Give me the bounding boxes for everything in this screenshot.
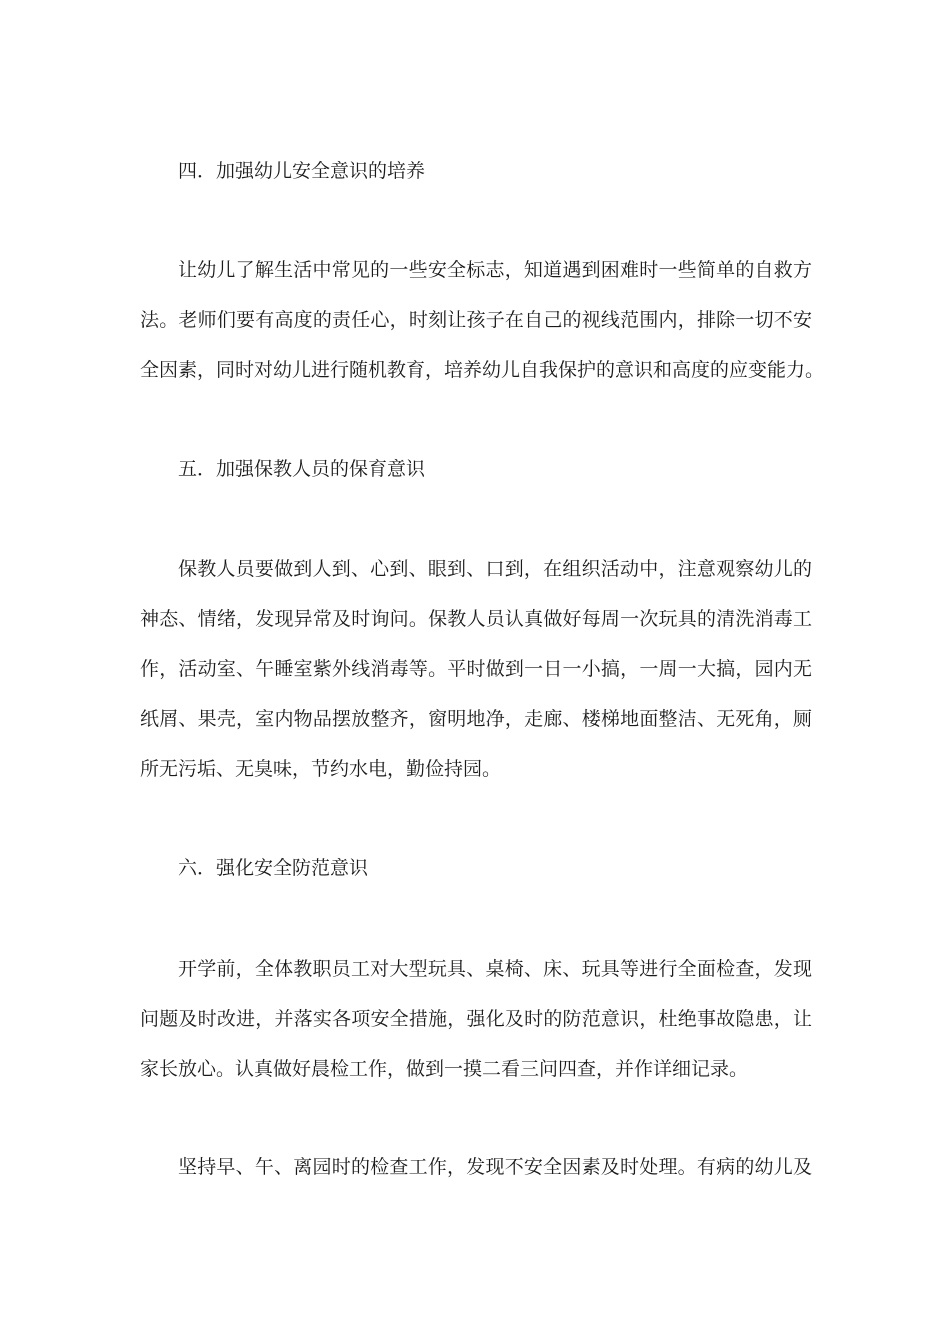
section-heading-4: 四．加强幼儿安全意识的培养: [178, 160, 426, 182]
paragraph-line: 问题及时改进，并落实各项安全措施，强化及时的防范意识，杜绝事故隐患，让: [140, 1008, 812, 1030]
paragraph-line: 纸屑、果壳，室内物品摆放整齐，窗明地净，走廊、楼梯地面整洁、无死角，厕: [140, 708, 812, 730]
section-5-paragraph: [140, 544, 812, 794]
section-heading-5: 五．加强保教人员的保育意识: [178, 458, 426, 480]
section-6-paragraph-2: [140, 1142, 812, 1192]
paragraph-line: 所无污垢、无臭味，节约水电，勤俭持园。: [140, 758, 502, 780]
paragraph-line: 开学前，全体教职员工对大型玩具、桌椅、床、玩具等进行全面检查，发现: [178, 958, 812, 980]
paragraph-line: 坚持早、午、离园时的检查工作，发现不安全因素及时处理。有病的幼儿及: [178, 1156, 812, 1178]
paragraph-line: 家长放心。认真做好晨检工作，做到一摸二看三问四查，并作详细记录。: [140, 1058, 749, 1080]
paragraph-line: 作，活动室、午睡室紫外线消毒等。平时做到一日一小搞，一周一大搞，园内无: [140, 658, 812, 680]
paragraph-line: 法。老师们要有高度的责任心，时刻让孩子在自己的视线范围内，排除一切不安: [140, 309, 812, 331]
paragraph-line: 保教人员要做到人到、心到、眼到、口到，在组织活动中，注意观察幼儿的: [178, 558, 812, 580]
section-heading-6: 六．强化安全防范意识: [178, 857, 369, 879]
section-6-paragraph: [140, 944, 812, 1094]
section-4-paragraph: [140, 245, 825, 395]
paragraph-line: 全因素，同时对幼儿进行随机教育，培养幼儿自我保护的意识和高度的应变能力。: [140, 359, 825, 381]
paragraph-line: 神态、情绪，发现异常及时询问。保教人员认真做好每周一次玩具的清洗消毒工: [140, 608, 812, 630]
paragraph-line: 让幼儿了解生活中常见的一些安全标志，知道遇到困难时一些简单的自救方: [178, 259, 812, 281]
